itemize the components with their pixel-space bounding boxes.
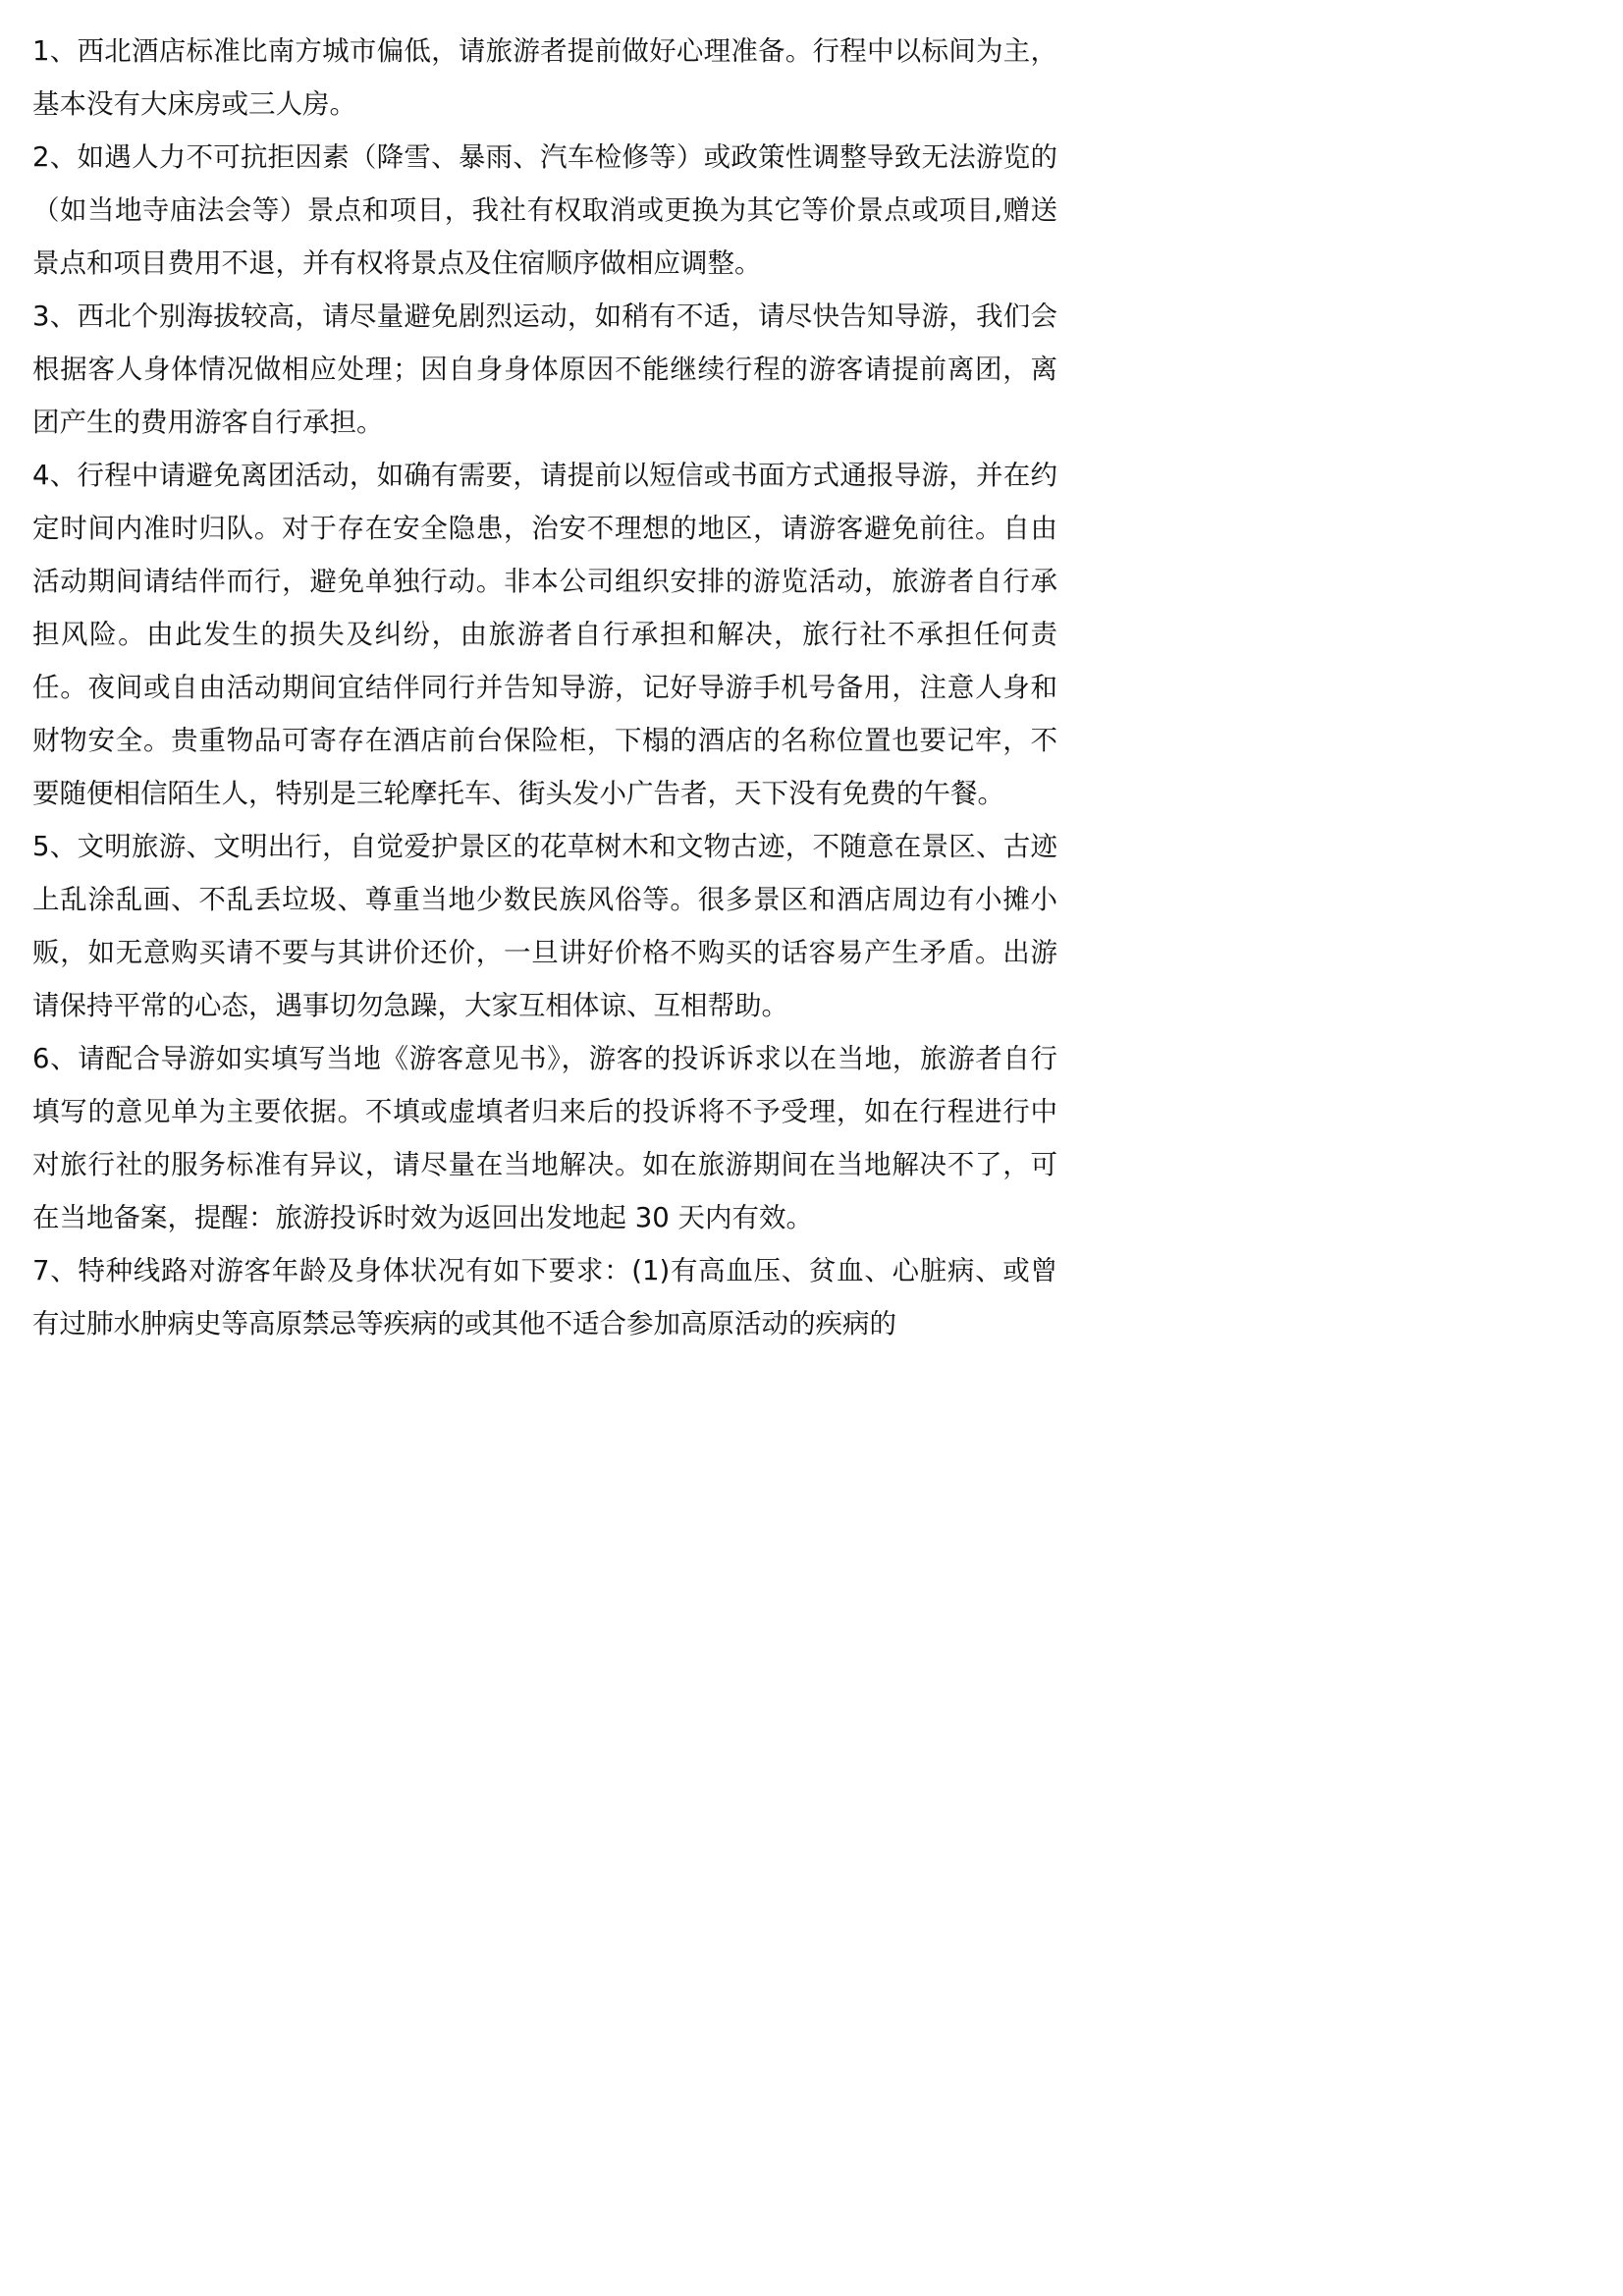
notice-item-1: 1、西北酒店标准比南方城市偏低，请旅游者提前做好心理准备。行程中以标间为主，基本没有大床房或三人房。 [32, 35, 1057, 120]
notice-item-3: 3、西北个别海拔较高，请尽量避免剧烈运动，如稍有不适，请尽快告知导游，我们会根据客人身体情况做相应处理；因自身身体原因不能继续行程的游客请提前离团，离团产生的费用游客自行承担。 [32, 301, 1057, 438]
notice-item-2: 2、如遇人力不可抗拒因素（降雪、暴雨、汽车检修等）或政策性调整导致无法游览的（如当地寺庙法会等）景点和项目，我社有权取消或更换为其它等价景点或项目,赠送景点和项目费用不退，并有权将景点及住宿顺序做相应调整。 [32, 141, 1057, 279]
notice-document [32, 25, 1057, 1350]
notice-item-6: 6、请配合导游如实填写当地《游客意见书》，游客的投诉诉求以在当地，旅游者自行填写的意见单为主要依据。不填或虚填者归来后的投诉将不予受理，如在行程进行中对旅行社的服务标准有异议，请尽量在当地解决。如在旅游期间在当地解决不了，可在当地备案，提醒：旅游投诉时效为返回出发地起 30 天内有效。 [32, 1043, 1057, 1233]
notice-item-5: 5、文明旅游、文明出行，自觉爱护景区的花草树木和文物古迹，不随意在景区、古迹上乱涂乱画、不乱丢垃圾、尊重当地少数民族风俗等。很多景区和酒店周边有小摊小贩，如无意购买请不要与其讲价还价，一旦讲好价格不购买的话容易产生矛盾。出游请保持平常的心态，遇事切勿急躁，大家互相体谅、互相帮助。 [32, 831, 1057, 1021]
notice-item-7: 7、特种线路对游客年龄及身体状况有如下要求：(1)有高血压、贫血、心脏病、或曾有过肺水肿病史等高原禁忌等疾病的或其他不适合参加高原活动的疾病的 [32, 1255, 1057, 1339]
notice-item-4: 4、行程中请避免离团活动，如确有需要，请提前以短信或书面方式通报导游，并在约定时间内准时归队。对于存在安全隐患，治安不理想的地区，请游客避免前往。自由活动期间请结伴而行，避免单独行动。非本公司组织安排的游览活动，旅游者自行承担风险。由此发生的损失及纠纷，由旅游者自行承担和解决，旅行社不承担任何责任。夜间或自由活动期间宜结伴同行并告知导游，记好导游手机号备用，注意人身和财物安全。贵重物品可寄存在酒店前台保险柜，下榻的酒店的名称位置也要记牢，不要随便相信陌生人，特别是三轮摩托车、街头发小广告者，天下没有免费的午餐。 [32, 460, 1057, 809]
